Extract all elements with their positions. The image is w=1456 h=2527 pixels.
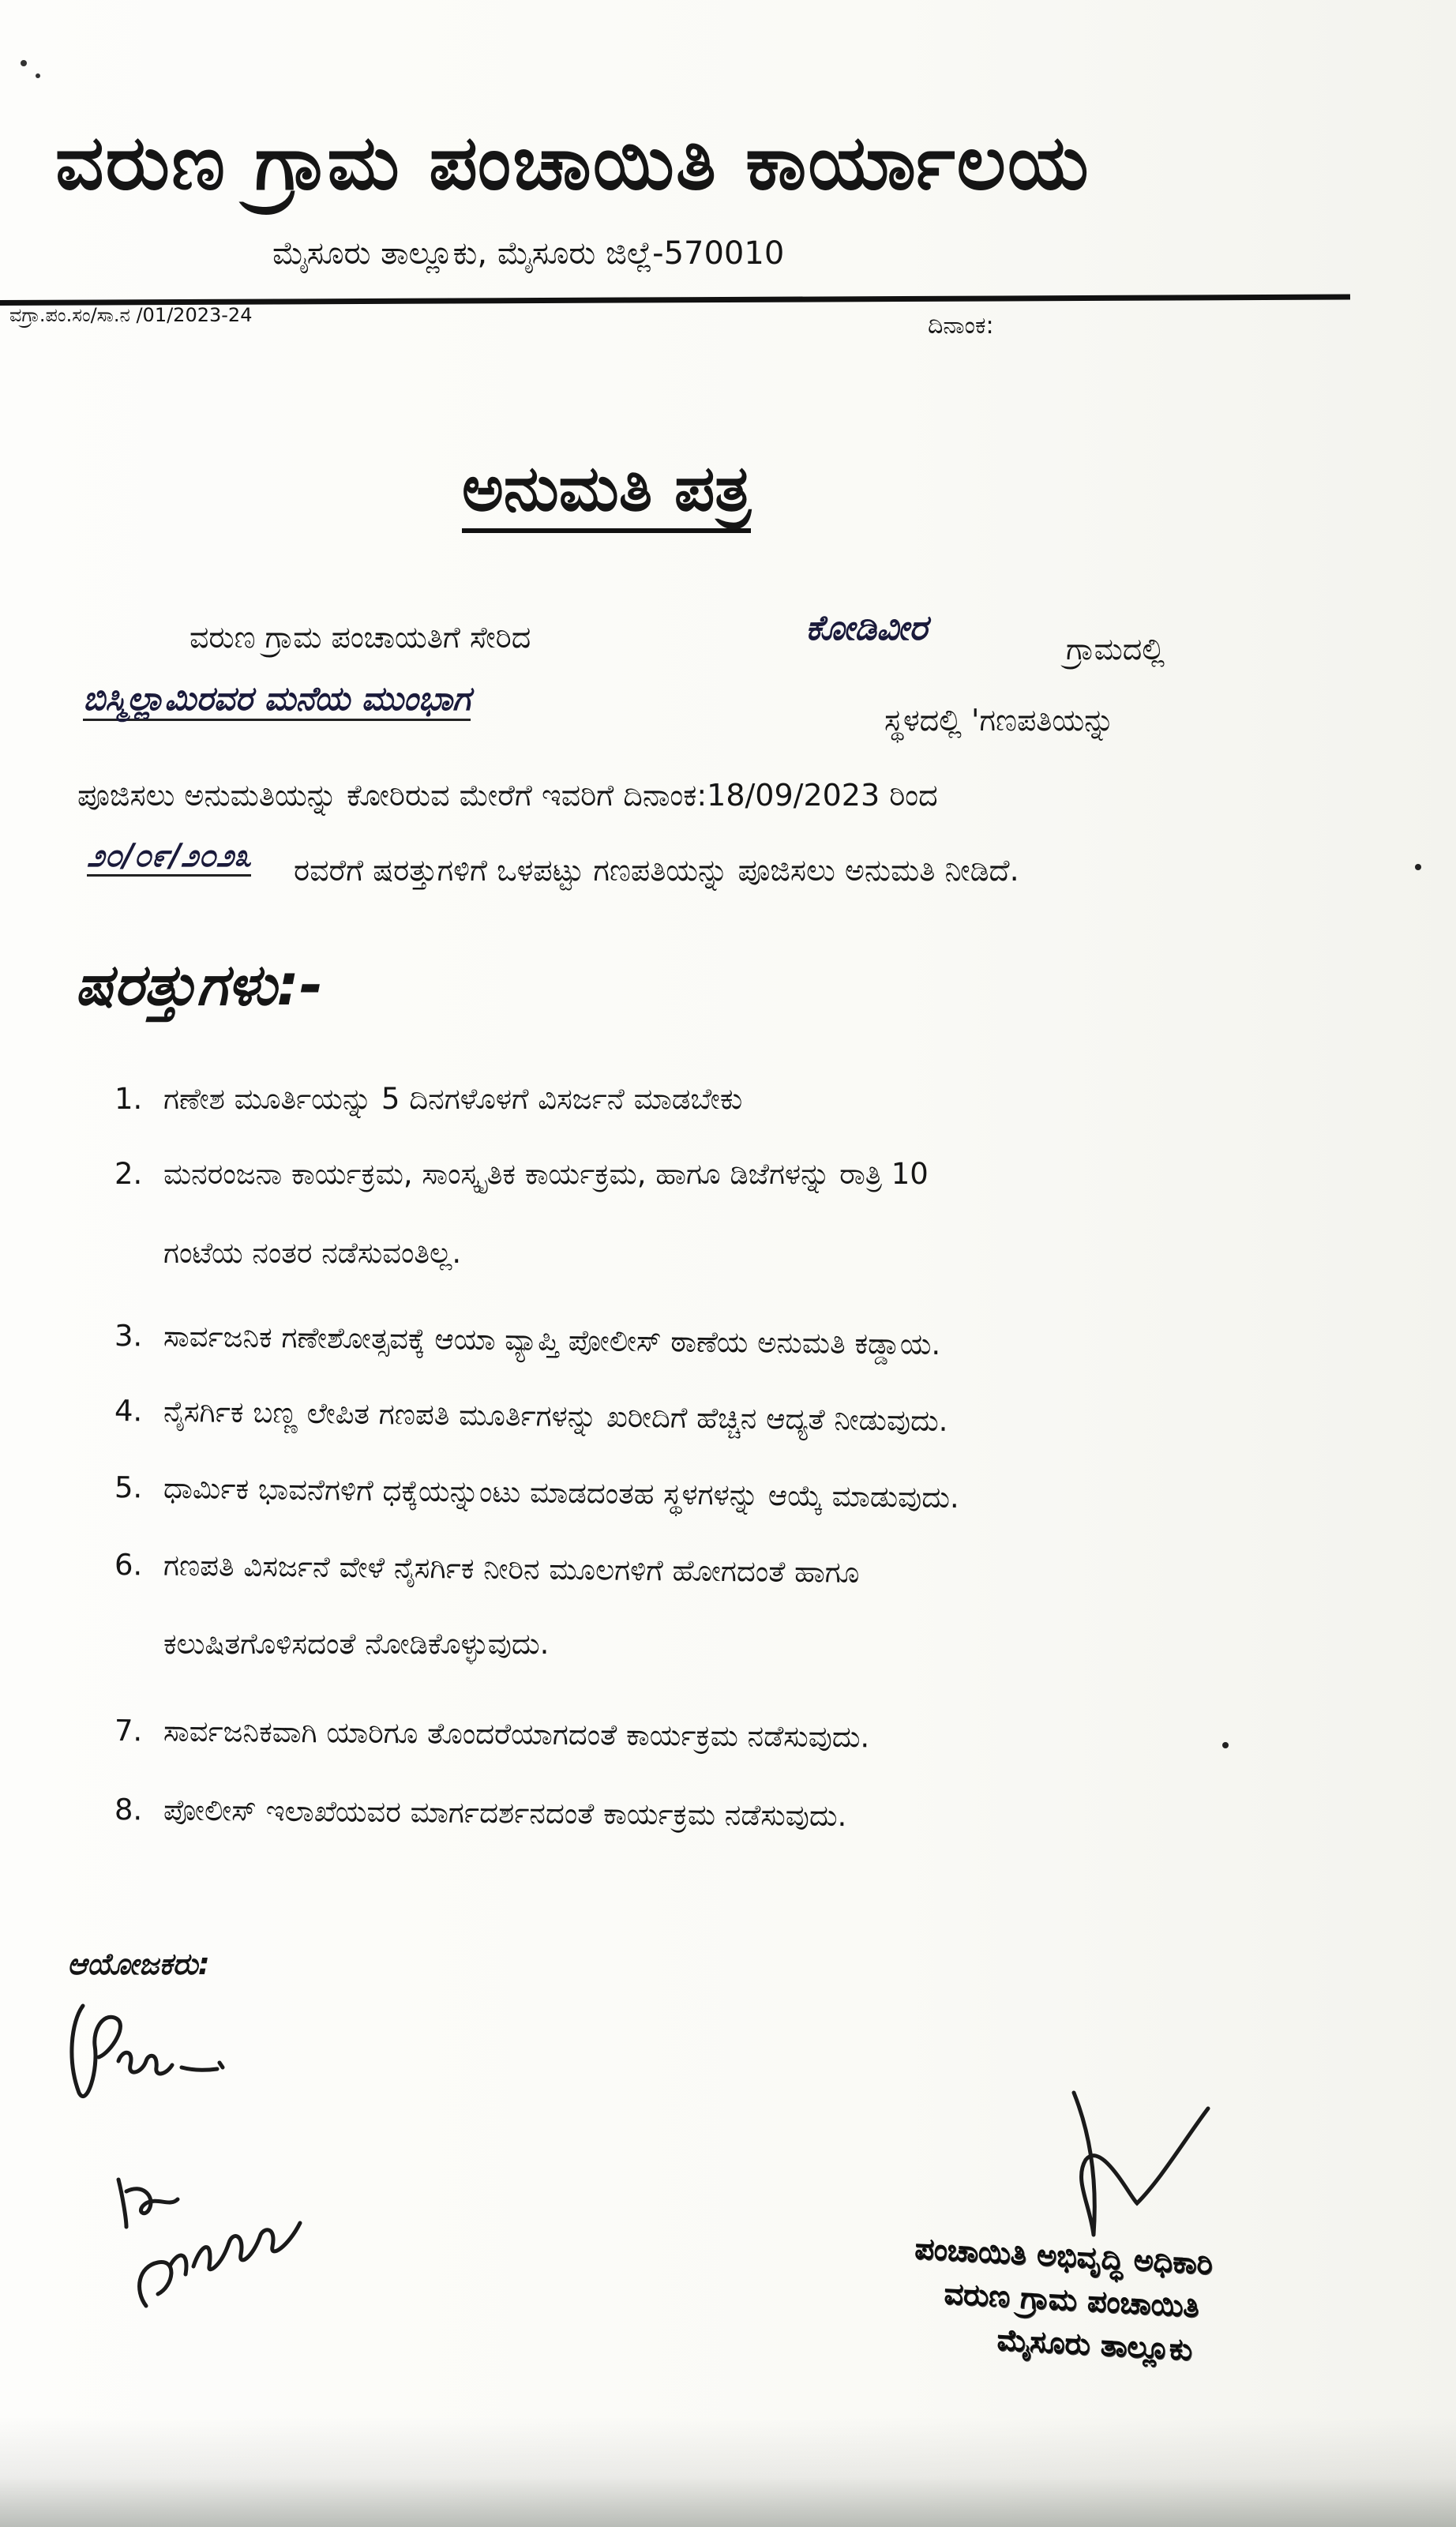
stamp-line-taluk: ಮೈಸೂರು ತಾಲ್ಲೂಕು bbox=[996, 2322, 1194, 2367]
condition-item-1 bbox=[114, 1082, 742, 1117]
condition-number: 3. bbox=[114, 1319, 143, 1354]
organizer-signature-2 bbox=[103, 2148, 340, 2330]
condition-number: 8. bbox=[114, 1793, 143, 1827]
condition-text: ಸಾರ್ವಜನಿಕವಾಗಿ ಯಾರಿಗೂ ತೊಂದರೆಯಾಗದಂತೆ ಕಾರ್ಯಕ್ರಮ ನಡೆಸುವುದು. bbox=[163, 1714, 870, 1755]
body-line-4-suffix: ರವರೆಗೆ ಷರತ್ತುಗಳಿಗೆ ಒಳಪಟ್ಟು ಗಣಪತಿಯನ್ನು ಪೂಜಿಸಲು ಅನುಮತಿ ನೀಡಿದೆ. bbox=[294, 853, 1019, 888]
body-line-2-suffix: ಸ್ಥಳದಲ್ಲಿ 'ಗಣಪತಿಯನ್ನು bbox=[884, 703, 1115, 738]
body-line-1-prefix: ವರುಣ ಗ್ರಾಮ ಪಂಚಾಯತಿಗೆ ಸೇರಿದ bbox=[190, 620, 531, 655]
condition-text: ಧಾರ್ಮಿಕ ಭಾವನೆಗಳಿಗೆ ಧಕ್ಕೆಯನ್ನುಂಟು ಮಾಡದಂತಹ ಸ್ಥಳಗಳನ್ನು ಆಯ್ಕೆ ಮಾಡುವುದು. bbox=[163, 1470, 960, 1515]
village-name-handwritten: ಕೋಡಿವೀರ bbox=[805, 608, 928, 648]
condition-text: ಸಾರ್ವಜನಿಕ ಗಣೇಶೋತ್ಸವಕ್ಕೆ ಆಯಾ ವ್ಯಾಪ್ತಿ ಪೋಲೀಸ್ ಠಾಣೆಯ ಅನುಮತಿ ಕಡ್ಡಾಯ. bbox=[163, 1319, 941, 1361]
condition-text: ನೈಸರ್ಗಿಕ ಬಣ್ಣ ಲೇಪಿತ ಗಣಪತಿ ಮೂರ್ತಿಗಳನ್ನು ಖರೀದಿಗೆ ಹೆಚ್ಚಿನ ಆದ್ಯತೆ ನೀಡುವುದು. bbox=[163, 1394, 948, 1438]
stamp-line-designation: ಪಂಚಾಯಿತಿ ಅಭಿವೃದ್ಧಿ ಅಧಿಕಾರಿ bbox=[914, 2230, 1214, 2281]
condition-text: ಪೋಲೀಸ್ ಇಲಾಖೆಯವರ ಮಾರ್ಗದರ್ಶನದಂತೆ ಕಾರ್ಯಕ್ರಮ ನಡೆಸುವುದು. bbox=[163, 1793, 847, 1834]
organizer-signature-1 bbox=[55, 1974, 245, 2116]
body-line-3: ಪೂಜಿಸಲು ಅನುಮತಿಯನ್ನು ಕೋರಿರುವ ಮೇರೆಗೆ ಇವರಿಗೆ ದಿನಾಂಕ:18/09/2023 ರಿಂದ bbox=[77, 778, 938, 813]
condition-item-2-continued: ಗಂಟೆಯ ನಂತರ ನಡೆಸುವಂತಿಲ್ಲ. bbox=[163, 1236, 462, 1270]
condition-item-2 bbox=[114, 1157, 929, 1192]
place-handwritten: ಬಿಸ್ಮಿಲ್ಲಾಮಿರವರ ಮನೆಯ ಮುಂಭಾಗ bbox=[83, 679, 471, 721]
condition-number: 5. bbox=[114, 1470, 143, 1505]
conditions-heading: ಷರತ್ತುಗಳು:- bbox=[75, 952, 323, 1018]
document-title: ಅನುಮತಿ ಪತ್ರ bbox=[462, 454, 751, 533]
condition-number: 4. bbox=[114, 1394, 143, 1429]
date-label: ದಿನಾಂಕ: bbox=[928, 312, 994, 340]
organizers-label: ಆಯೋಜಕರು: bbox=[67, 1947, 210, 1981]
condition-item-8 bbox=[114, 1793, 847, 1834]
officer-signature bbox=[1058, 2085, 1232, 2243]
official-stamp bbox=[909, 2227, 1214, 2373]
condition-number: 1. bbox=[114, 1082, 143, 1116]
condition-item-7 bbox=[114, 1714, 870, 1755]
condition-number: 7. bbox=[114, 1714, 143, 1748]
condition-text: ಗಣೇಶ ಮೂರ್ತಿಯನ್ನು 5 ದಿನಗಳೊಳಗೆ ವಿಸರ್ಜನೆ ಮಾಡಬೇಕು bbox=[163, 1082, 743, 1116]
reference-number: ವಗ್ರಾ.ಪಂ.ಸಂ/ಸಾ.ನ /01/2023-24 bbox=[9, 304, 253, 326]
condition-text: ಗಣಪತಿ ವಿಸರ್ಜನೆ ವೇಳೆ ನೈಸರ್ಗಿಕ ನೀರಿನ ಮೂಲಗಳಿಗೆ ಹೋಗದಂತೆ ಹಾಗೂ bbox=[163, 1548, 860, 1590]
condition-item-6-continued: ಕಲುಷಿತಗೊಳಿಸದಂತೆ ನೋಡಿಕೊಳ್ಳುವುದು. bbox=[163, 1627, 550, 1661]
stamp-line-office: ವರುಣ ಗ್ರಾಮ ಪಂಚಾಯಿತಿ bbox=[943, 2276, 1200, 2324]
condition-text: ಮನರಂಜನಾ ಕಾರ್ಯಕ್ರಮ, ಸಾಂಸ್ಕೃತಿಕ ಕಾರ್ಯಕ್ರಮ, ಹಾಗೂ ಡಿಜೆಗಳನ್ನು ರಾತ್ರಿ 10 bbox=[163, 1157, 929, 1191]
office-address: ಮೈಸೂರು ತಾಲ್ಲೂಕು, ಮೈಸೂರು ಜಿಲ್ಲೆ-570010 bbox=[272, 235, 785, 272]
end-date-handwritten: ೨೦/೦೯/೨೦೨೩ bbox=[87, 837, 251, 877]
condition-number: 6. bbox=[114, 1548, 143, 1583]
condition-number: 2. bbox=[114, 1157, 143, 1191]
body-line-1-suffix: ಗ್ರಾಮದಲ್ಲಿ bbox=[1066, 632, 1165, 666]
office-title: ವರುಣ ಗ್ರಾಮ ಪಂಚಾಯಿತಿ ಕಾರ್ಯಾಲಯ bbox=[55, 118, 1090, 207]
